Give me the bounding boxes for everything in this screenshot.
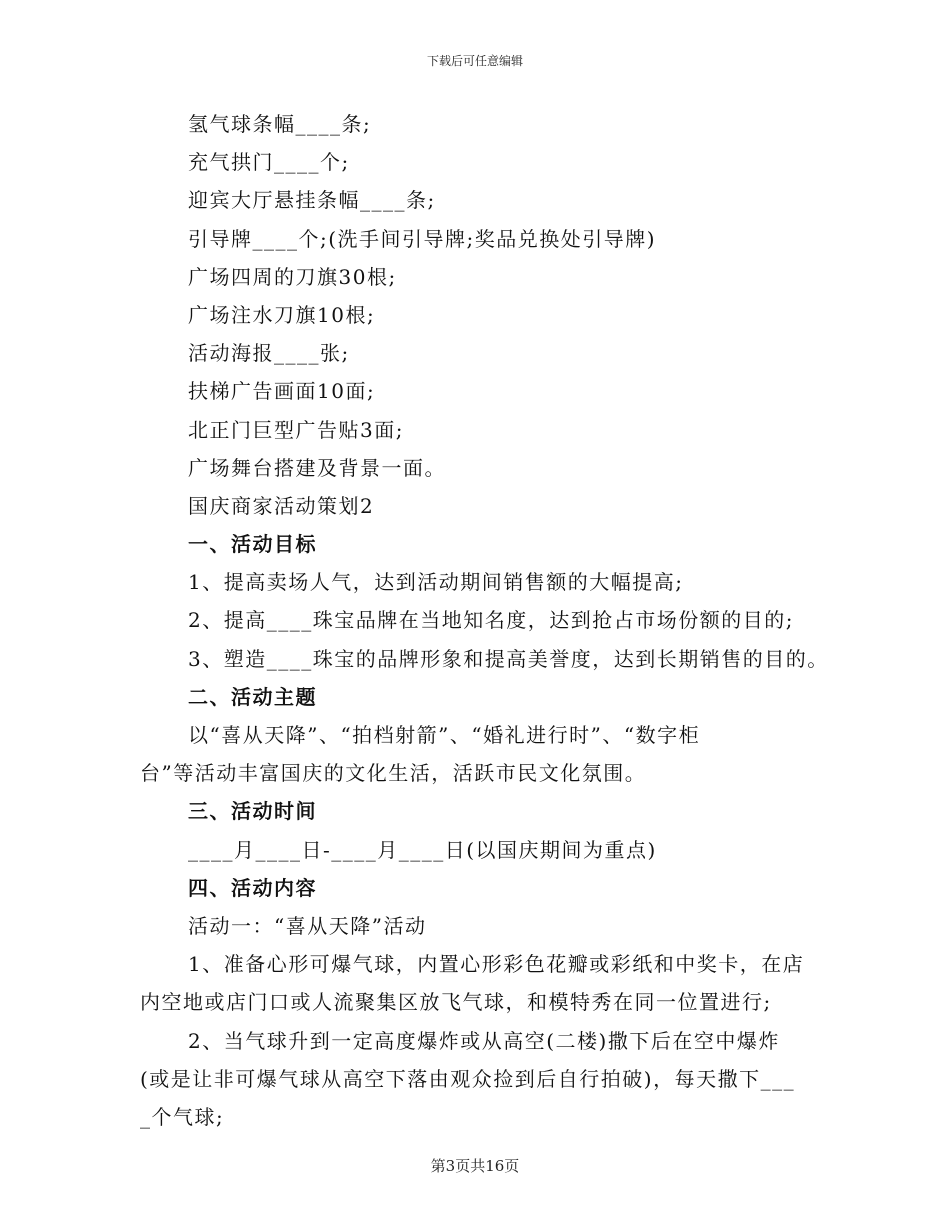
text-line: 活动一：“喜从天降”活动 bbox=[188, 913, 427, 938]
text-line: 2、提高____珠宝品牌在当地知名度，达到抢占市场份额的目的; bbox=[188, 608, 794, 633]
text-line: 引导牌____个;(洗手间引导牌;奖品兑换处引导牌) bbox=[188, 226, 657, 251]
text-line: 迎宾大厅悬挂条幅____条; bbox=[188, 188, 436, 213]
section-heading: 三、活动时间 bbox=[188, 799, 317, 824]
text-line: 内空地或店门口或人流聚集区放飞气球，和模特秀在同一位置进行; bbox=[140, 990, 772, 1015]
text-line: 广场舞台搭建及背景一面。 bbox=[188, 455, 446, 480]
text-line: 2、当气球升到一定高度爆炸或从高空(二楼)撒下后在空中爆炸 bbox=[188, 1028, 780, 1053]
text-line: _个气球; bbox=[140, 1104, 225, 1129]
text-line: ____月____日-____月____日(以国庆期间为重点) bbox=[188, 837, 657, 862]
text-line: 广场注水刀旗10根; bbox=[188, 302, 376, 327]
text-line: 充气拱门____个; bbox=[188, 150, 350, 175]
text-line: 国庆商家活动策划2 bbox=[188, 493, 375, 518]
section-heading: 二、活动主题 bbox=[188, 684, 317, 709]
text-line: 北正门巨型广告贴3面; bbox=[188, 417, 404, 442]
text-line: (或是让非可爆气球从高空下落由观众捡到后自行拍破)，每天撒下___ bbox=[140, 1066, 796, 1091]
text-line: 活动海报____张; bbox=[188, 341, 350, 366]
text-line: 以“喜从天降”、“拍档射箭”、“婚礼进行时”、“数字柜 bbox=[188, 723, 701, 747]
text-line: 1、准备心形可爆气球，内置心形彩色花瓣或彩纸和中奖卡，在店 bbox=[188, 952, 805, 977]
page-footer: 第3页共16页 bbox=[430, 1157, 520, 1175]
text-line: 1、提高卖场人气，达到活动期间销售额的大幅提高; bbox=[188, 570, 684, 595]
text-line: 广场四周的刀旗30根; bbox=[188, 264, 397, 289]
document-body bbox=[140, 105, 860, 1136]
section-heading: 一、活动目标 bbox=[188, 532, 317, 557]
text-line: 氢气球条幅____条; bbox=[188, 112, 372, 136]
text-line: 3、塑造____珠宝的品牌形象和提高美誉度，达到长期销售的目的。 bbox=[188, 646, 829, 671]
text-line: 台”等活动丰富国庆的文化生活，活跃市民文化氛围。 bbox=[140, 761, 647, 786]
section-heading: 四、活动内容 bbox=[188, 875, 317, 900]
text-line: 扶梯广告画面10面; bbox=[188, 379, 376, 404]
page-header: 下载后可任意编辑 bbox=[426, 54, 523, 68]
